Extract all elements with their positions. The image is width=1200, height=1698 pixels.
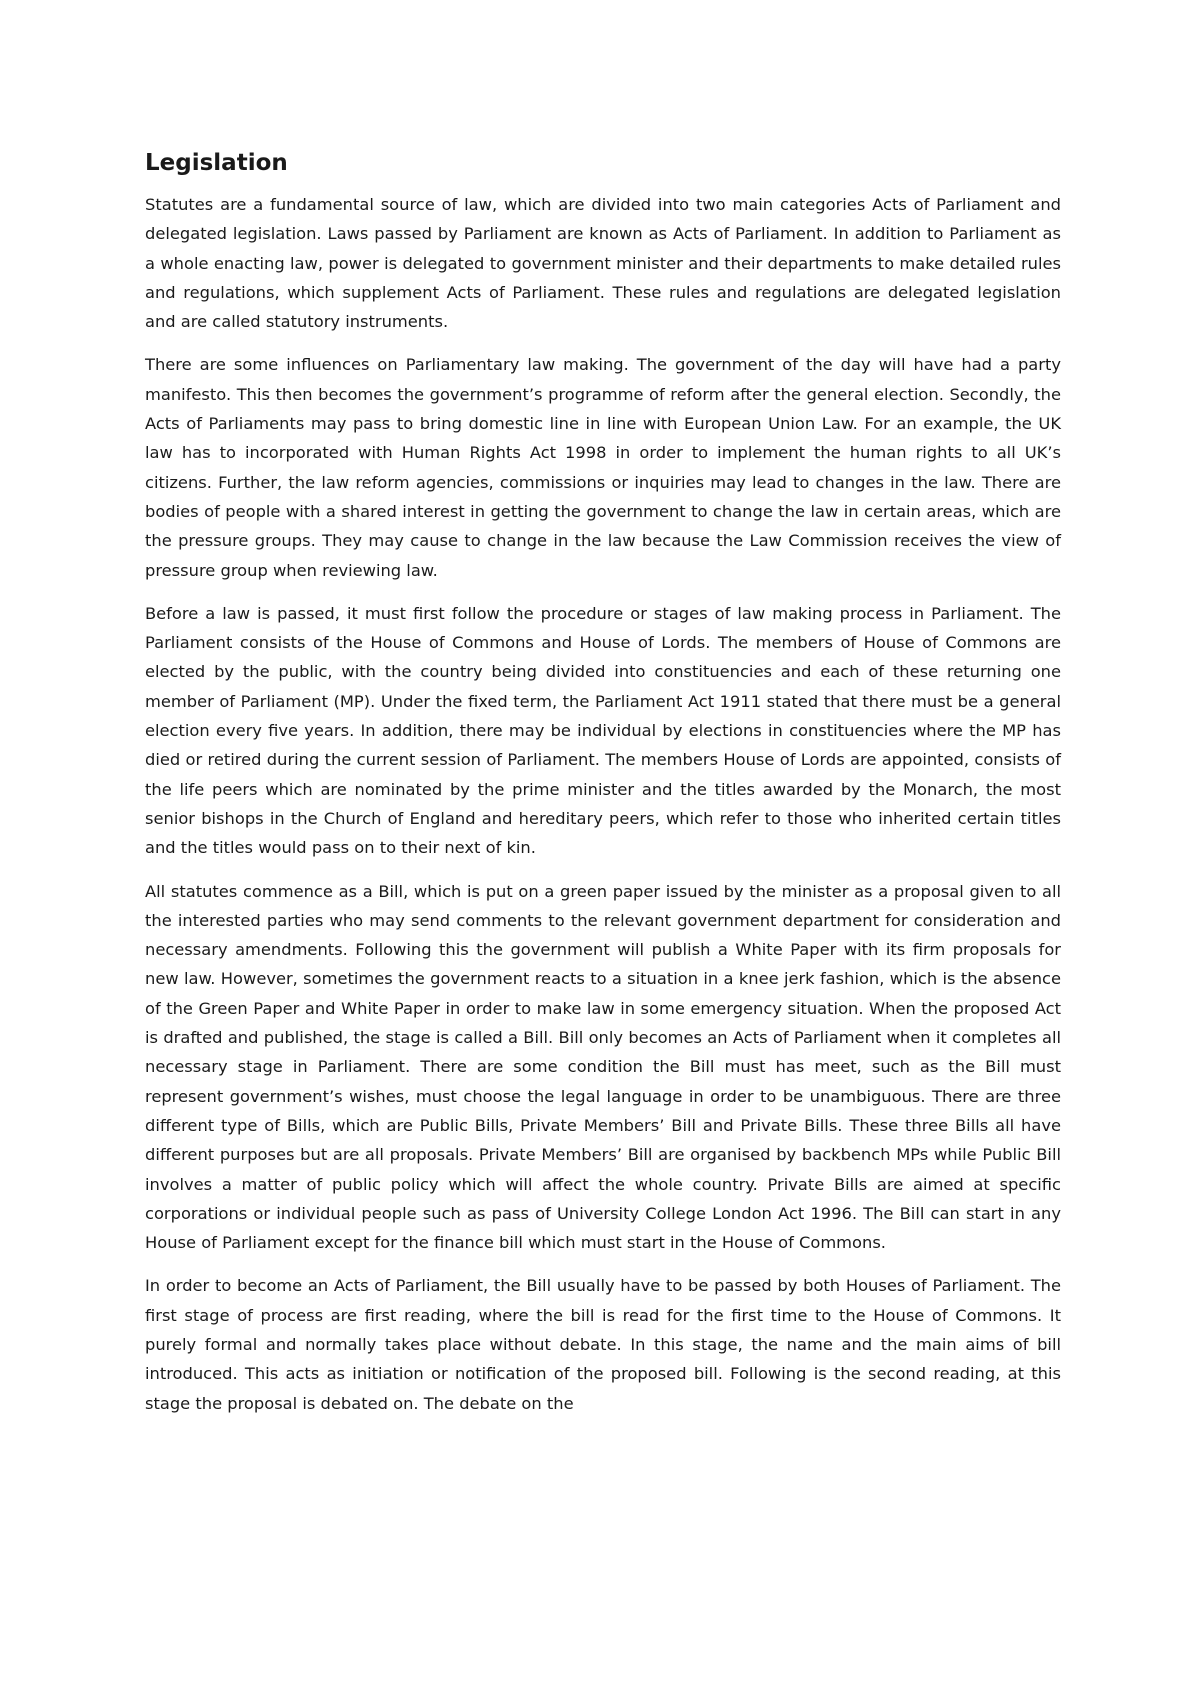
paragraph-readings: In order to become an Acts of Parliament, the Bill usually have to be passed by both Houses of Parliament. The first stage of process are first reading, where the bill is read for the first time to the House of Commons. It purely formal and normally takes place without debate. In this stage, the name and the main aims of bill introduced. This acts as initiation or notification of the proposed bill. Following is the second reading, at this stage the proposal is debated on. The debate on the [145, 1276, 1061, 1413]
document-title: Legislation [145, 150, 288, 176]
paragraph-bills: All statutes commence as a Bill, which is put on a green paper issued by the minister as a proposal given to all the interested parties who may send comments to the relevant government department for consideration and necessary amendments. Following this the government will publish a White Paper with its firm proposals for new law. However, sometimes the government reacts to a situation in a knee jerk fashion, which is the absence of the Green Paper and White Paper in order to make law in some emergency situation. When the proposed Act is drafted and published, the stage is called a Bill. Bill only becomes an Acts of Parliament when it completes all necessary stage in Parliament. There are some condition the Bill must has meet, such as the Bill must represent government’s wishes, must choose the legal language in order to be unambiguous. There are three different type of Bills, which are Public Bills, Private Members’ Bill and Private Bills. These three Bills all have different purposes but are all proposals. Private Members’ Bill are organised by backbench MPs while Public Bill involves a matter of public policy which will affect the whole country. Private Bills are aimed at specific corporations or individual people such as pass of University College London Act 1996. The Bill can start in any House of Parliament except for the finance bill which must start in the House of Commons. [145, 881, 1061, 1253]
paragraph-parliament-composition: Before a law is passed, it must first follow the procedure or stages of law making process in Parliament. The Parliament consists of the House of Commons and House of Lords. The members of House of Commons are elected by the public, with the country being divided into constituencies and each of these returning one member of Parliament (MP). Under the fixed term, the Parliament Act 1911 stated that there must be a general election every five years. In addition, there may be individual by elections in constituencies where the MP has died or retired during the current session of Parliament. The members House of Lords are appointed, consists of the life peers which are nominated by the prime minister and the titles awarded by the Monarch, the most senior bishops in the Church of England and hereditary peers, which refer to those who inherited certain titles and the titles would pass on to their next of kin. [145, 603, 1061, 858]
paragraph-sources-of-law: Statutes are a fundamental source of law, which are divided into two main categories Acts of Parliament and delegated legislation. Laws passed by Parliament are known as Acts of Parliament. In addition to Parliament as a whole enacting law, power is delegated to government minister and their departments to make detailed rules and regulations, which supplement Acts of Parliament. These rules and regulations are delegated legislation and are called statutory instruments. [145, 195, 1061, 332]
document-page [145, 148, 1061, 1432]
paragraph-influences: There are some influences on Parliamentary law making. The government of the day will have had a party manifesto. This then becomes the government’s programme of reform after the general election. Secondly, the Acts of Parliaments may pass to bring domestic line in line with European Union Law. For an example, the UK law has to incorporated with Human Rights Act 1998 in order to implement the human rights to all UK’s citizens. Further, the law reform agencies, commissions or inquiries may lead to changes in the law. There are bodies of people with a shared interest in getting the government to change the law in certain areas, which are the pressure groups. They may cause to change in the law because the Law Commission receives the view of pressure group when reviewing law. [145, 355, 1061, 580]
